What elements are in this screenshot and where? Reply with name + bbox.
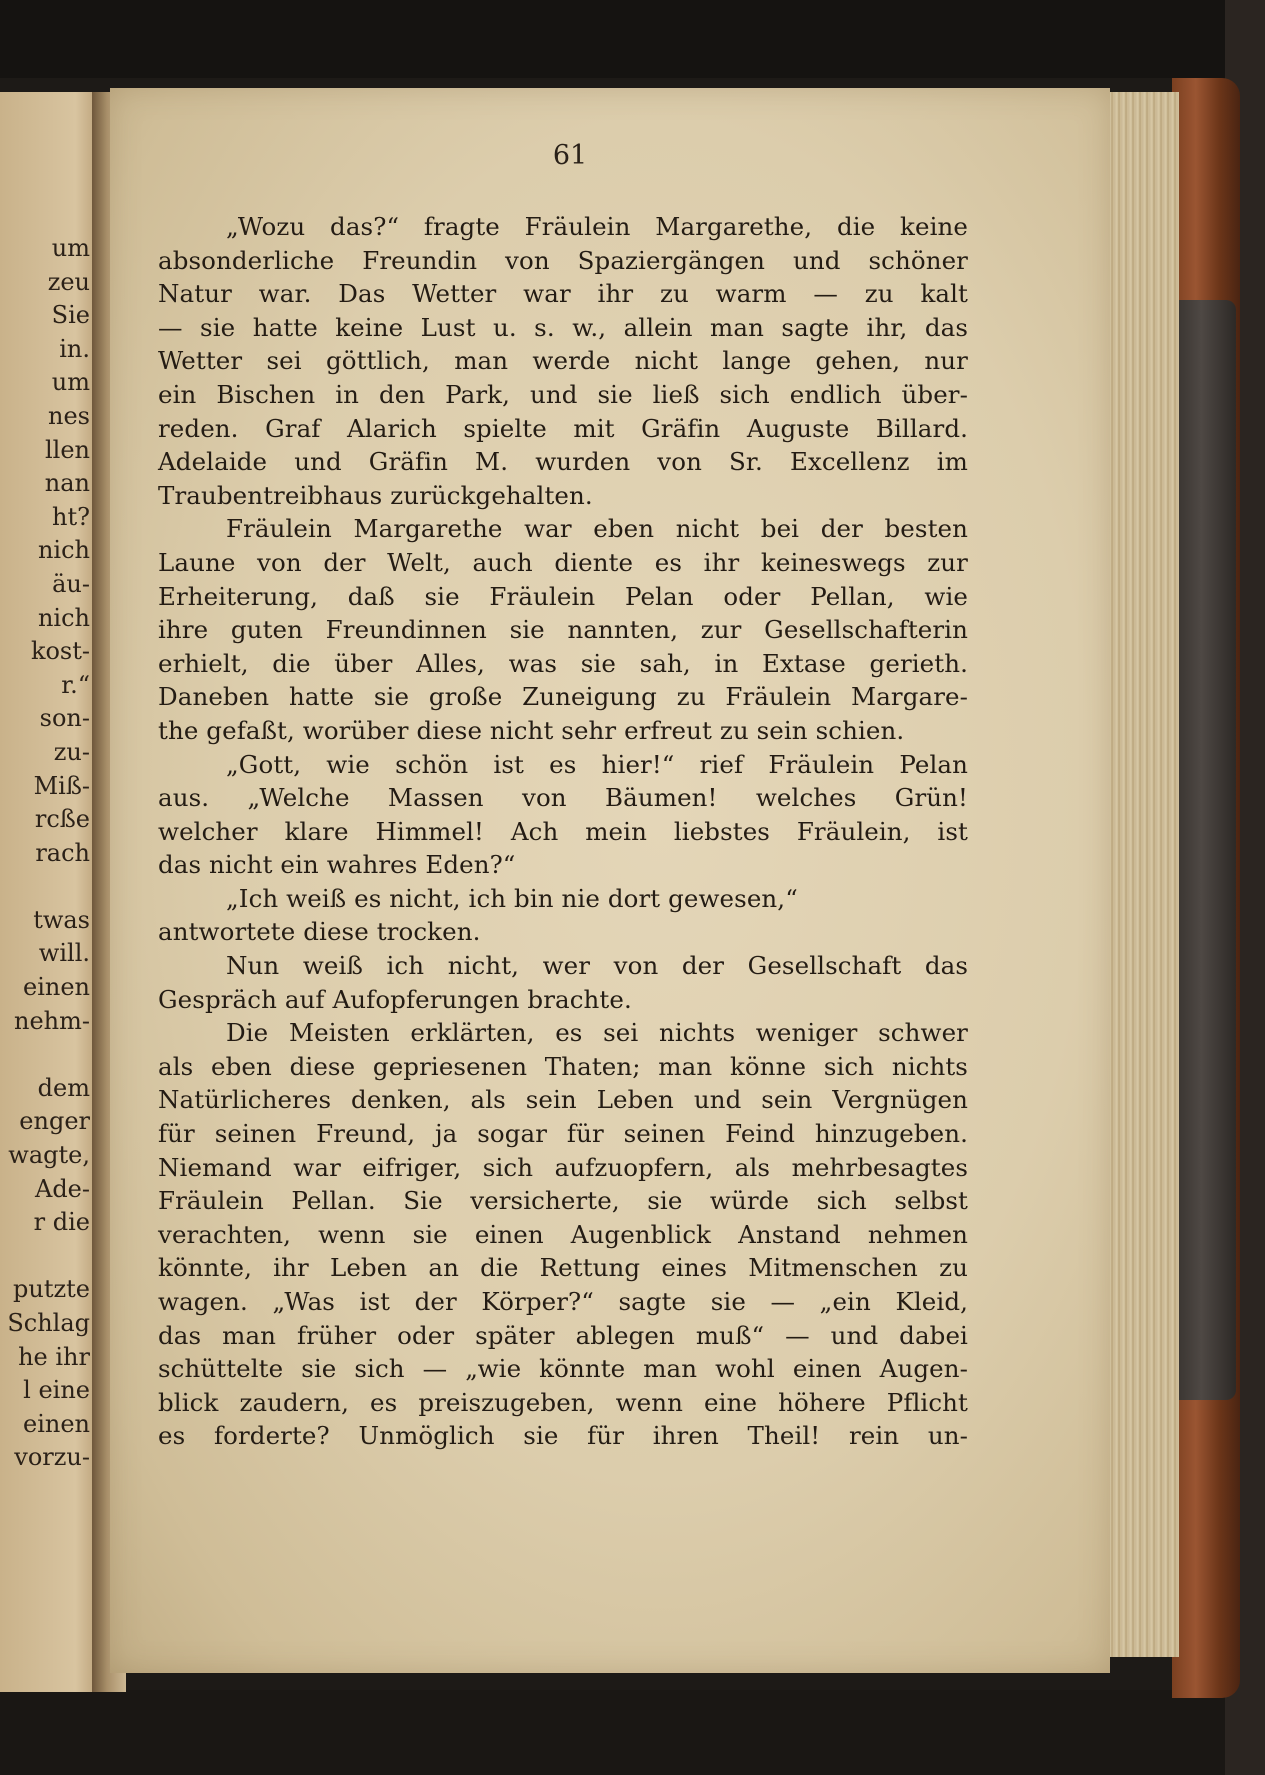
page-text [158,210,968,1453]
previous-page-fragment: r.“ [61,670,90,699]
previous-page-fragment: rcße [34,805,90,834]
text-line: für seinen Freund, ja sogar für seinen Feind hinzugeben. [158,1119,968,1149]
text-line: Daneben hatte sie große Zuneigung zu Fräulein Margare- [158,682,968,712]
previous-page-fragment: r die [33,1208,90,1237]
text-line: Nun weiß ich nicht, wer von der Gesellschaft das [226,951,968,981]
text-line: wagen. „Was ist der Körper?“ sagte sie — „ein Kleid, [158,1287,968,1316]
previous-page-fragment: ht? [52,502,90,531]
text-line: „Ich weiß es nicht, ich bin nie dort gewesen,“ [226,883,798,913]
previous-page-fragment: nes [48,401,90,430]
text-line: das man früher oder später ablegen muß“ — und dabei [158,1320,968,1350]
text-line: antwortete diese trocken. [158,917,481,947]
previous-page-fragment: zu- [53,737,90,766]
text-line: es forderte? Unmöglich sie für ihren Theil! rein un- [158,1421,968,1451]
text-line: Traubentreibhaus zurückgehalten. [158,480,593,510]
previous-page-fragment: einen [23,1409,90,1438]
previous-page-fragment: putzte [13,1275,90,1304]
previous-page-fragment: nich [37,603,90,632]
text-line: — sie hatte keine Lust u. s. w., allein man sagte ihr, das [158,312,968,342]
text-line: Gespräch auf Aufopferungen brachte. [158,984,632,1014]
text-line: ein Bischen in den Park, und sie ließ sich endlich über- [158,379,968,409]
text-line: Natürlicheres denken, als sein Leben und sein Vergnügen [158,1085,968,1115]
previous-page-fragment [0,1038,90,1072]
text-line: the gefaßt, worüber diese nicht sehr erfreut zu sein schien. [158,715,905,745]
previous-page-fragment: son- [39,704,90,733]
previous-page-fragment: llen [44,435,90,464]
text-line: das nicht ein wahres Eden?“ [158,850,516,880]
previous-page-fragment: wagte, [8,1141,90,1170]
previous-page-fragment: äu- [52,569,90,598]
previous-page-fragment [0,1240,90,1274]
text-line: Die Meisten erklärten, es sei nichts weniger schwer [226,1018,968,1048]
previous-page-fragment: einen [23,973,90,1002]
text-line: aus. „Welche Massen von Bäumen! welches Grün! [158,783,968,813]
text-line: reden. Graf Alarich spielte mit Gräfin Auguste Billard. [158,413,968,443]
previous-page-fragment: enger [19,1107,90,1136]
text-line: Erheiterung, daß sie Fräulein Pelan oder Pellan, wie [158,581,968,611]
previous-page-fragment: twas [33,905,90,934]
text-line: schüttelte sie sich — „wie könnte man wohl einen Augen- [158,1354,968,1384]
previous-page-fragment: in. [59,334,90,363]
previous-page-fragment: um [51,368,90,397]
text-line: verachten, wenn sie einen Augenblick Anstand nehmen [158,1219,968,1249]
text-line: welcher klare Himmel! Ach mein liebstes Fräulein, ist [158,816,968,846]
text-line: „Gott, wie schön ist es hier!“ rief Fräulein Pelan [226,749,968,779]
text-line: könnte, ihr Leben an die Rettung eines Mitmenschen zu [158,1253,968,1283]
previous-page-fragment: um [51,234,90,262]
previous-page-fragment: nehm- [14,1006,90,1035]
previous-page-fragment: zeu [47,267,90,296]
previous-page-text [0,232,90,1475]
previous-page-fragment: Sie [51,301,90,330]
page-number: 61 [552,140,588,171]
previous-page-fragment [0,870,90,904]
page-edges [1105,92,1179,1657]
previous-page-fragment: Miß- [33,771,90,800]
previous-page-fragment: dem [37,1073,90,1102]
previous-page-fragment: Schlag [7,1309,90,1337]
previous-page-fragment: he ihr [18,1342,90,1371]
previous-page-fragment: l eine [23,1376,90,1405]
previous-page-fragment: nan [44,469,90,498]
text-line: „Wozu das?“ fragte Fräulein Margarethe, die keine [226,212,968,241]
previous-page-fragment: kost- [30,637,90,666]
scan-background-bottom [0,1690,1265,1775]
book-cover-spine-panel [1178,300,1236,1400]
text-line: Laune von der Welt, auch diente es ihr keineswegs zur [158,547,968,577]
previous-page-fragment: nich [37,536,90,565]
text-line: Adelaide und Gräfin M. wurden von Sr. Excellenz im [158,447,968,477]
text-line: Natur war. Das Wetter war ihr zu warm — zu kalt [158,279,968,309]
text-line: Fräulein Pellan. Sie versicherte, sie würde sich selbst [158,1186,968,1216]
text-line: Fräulein Margarethe war eben nicht bei der besten [226,514,968,544]
previous-page-fragment: will. [38,939,90,968]
scan-background-top [0,0,1265,78]
text-line: ihre guten Freundinnen sie nannten, zur Gesellschafterin [158,615,968,645]
previous-page-fragment: rach [35,838,90,867]
text-line: blick zaudern, es preiszugeben, wenn eine höhere Pflicht [158,1387,968,1417]
previous-page-fragment: Ade- [34,1174,90,1203]
previous-page-fragment: vorzu- [14,1443,90,1472]
text-line: Wetter sei göttlich, man werde nicht lange gehen, nur [158,346,968,376]
text-line: absonderliche Freundin von Spaziergängen und schöner [158,245,968,275]
text-line: Niemand war eifriger, sich aufzuopfern, als mehrbesagtes [158,1152,968,1182]
text-line: als eben diese gepriesenen Thaten; man könne sich nichts [158,1051,968,1081]
text-line: erhielt, die über Alles, was sie sah, in Extase gerieth. [158,648,968,678]
